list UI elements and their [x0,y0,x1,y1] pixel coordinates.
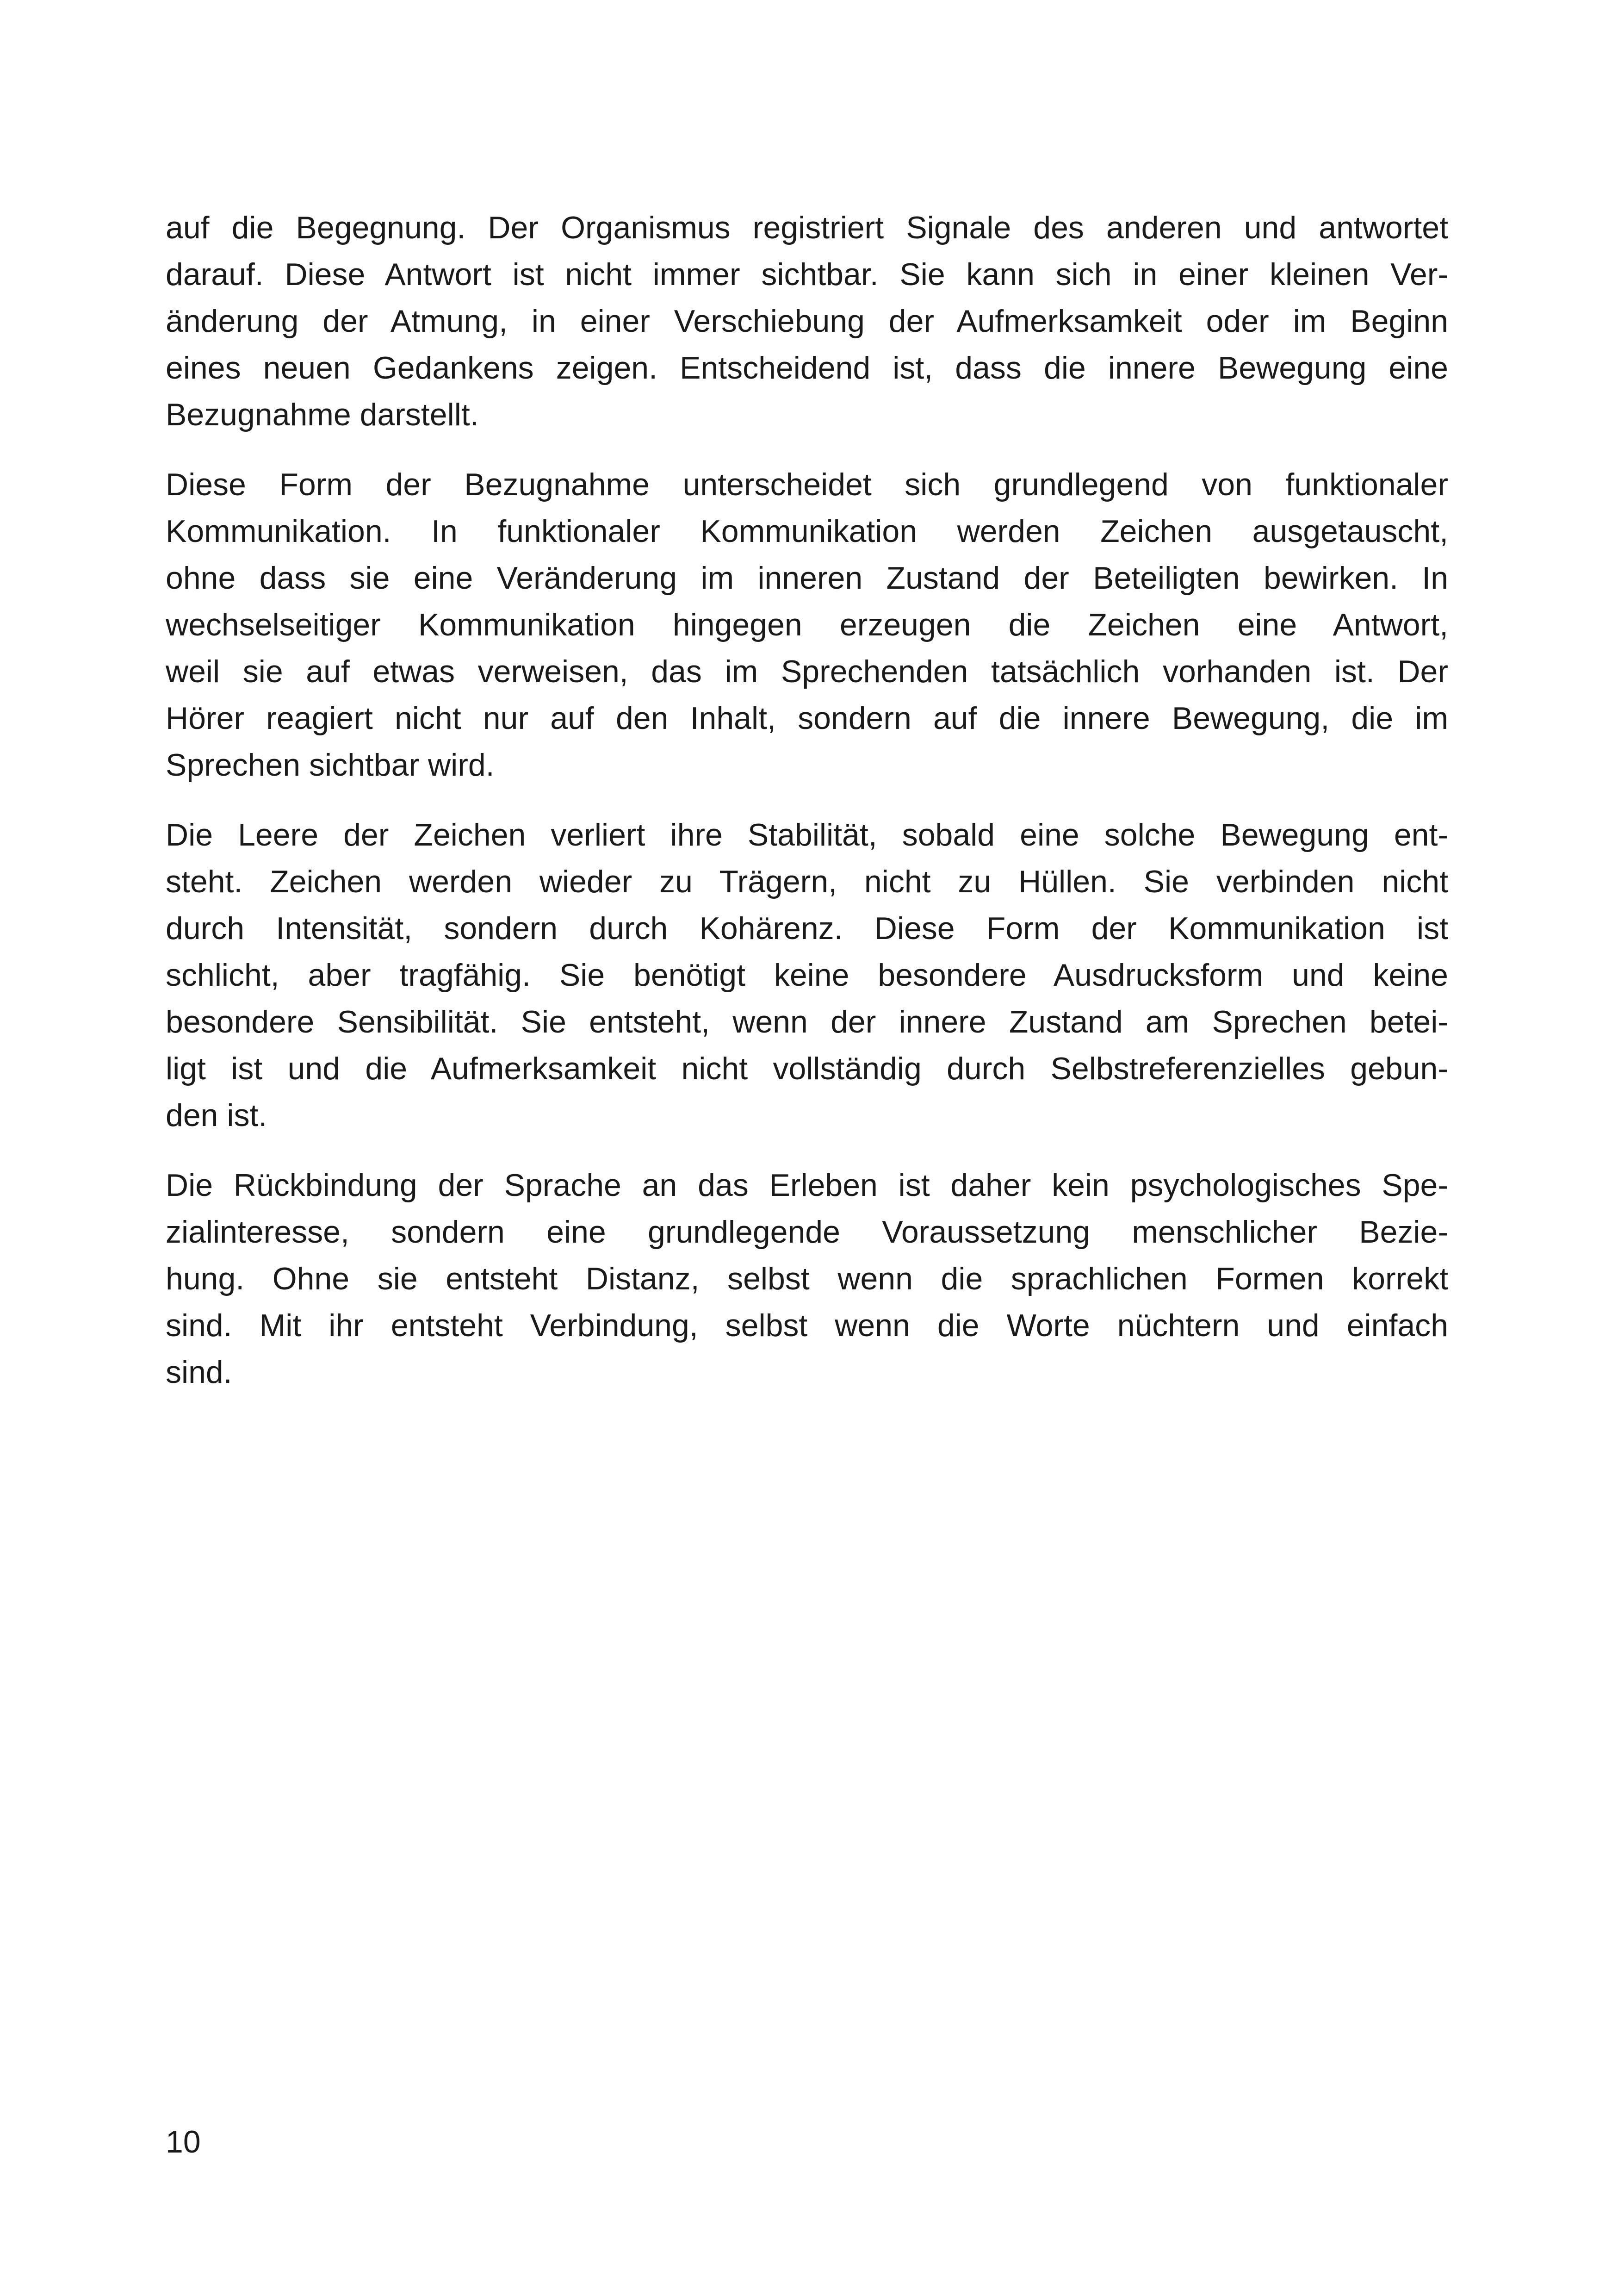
text-line: änderung der Atmung, in einer Verschiebung der Aufmerksamkeit oder im Beginn [166,304,1448,339]
text-line: eines neuen Gedankens zeigen. Entscheidend ist, dass die innere Bewegung eine [166,350,1448,386]
text-line: hung. Ohne sie entsteht Distanz, selbst wenn die sprachlichen Formen korrekt [166,1261,1448,1296]
text-line: ligt ist und die Aufmerksamkeit nicht vollständig durch Selbstreferenzielles gebun- [166,1051,1448,1086]
text-line: darauf. Diese Antwort ist nicht immer sichtbar. Sie kann sich in einer kleinen Ver- [166,257,1448,292]
body-text [166,205,1448,1419]
text-line: Bezugnahme darstellt. [166,397,479,432]
paragraph-3 [166,812,1448,1139]
text-line: Die Leere der Zeichen verliert ihre Stabilität, sobald eine solche Bewegung ent- [166,817,1448,852]
text-line: Die Rückbindung der Sprache an das Erleben ist daher kein psychologisches Spe- [166,1168,1448,1203]
paragraph-4 [166,1162,1448,1396]
text-line: den ist. [166,1098,267,1133]
page-number: 10 [166,2124,201,2159]
text-line: ohne dass sie eine Veränderung im inneren Zustand der Beteiligten bewirken. In [166,560,1448,596]
text-line: steht. Zeichen werden wieder zu Trägern, nicht zu Hüllen. Sie verbinden nicht [166,864,1448,899]
text-line: schlicht, aber tragfähig. Sie benötigt keine besondere Ausdrucksform und keine [166,958,1448,993]
text-line: auf die Begegnung. Der Organismus registriert Signale des anderen und antwortet [166,210,1448,245]
text-line: sind. [166,1355,232,1390]
text-line: Diese Form der Bezugnahme unterscheidet sich grundlegend von funktionaler [166,467,1448,502]
text-line: wechselseitiger Kommunikation hingegen erzeugen die Zeichen eine Antwort, [166,607,1448,642]
text-line: durch Intensität, sondern durch Kohärenz. Diese Form der Kommunikation ist [166,911,1448,946]
text-line: besondere Sensibilität. Sie entsteht, wenn der innere Zustand am Sprechen betei- [166,1004,1448,1039]
paragraph-2 [166,461,1448,789]
text-line: Sprechen sichtbar wird. [166,747,495,783]
text-line: weil sie auf etwas verweisen, das im Sprechenden tatsächlich vorhanden ist. Der [166,654,1448,689]
text-line: Kommunikation. In funktionaler Kommunikation werden Zeichen ausgetauscht, [166,514,1448,549]
paragraph-1 [166,205,1448,438]
text-line: Hörer reagiert nicht nur auf den Inhalt, sondern auf die innere Bewegung, die im [166,701,1448,736]
text-line: zialinteresse, sondern eine grundlegende Voraussetzung menschlicher Bezie- [166,1214,1448,1250]
text-line: sind. Mit ihr entsteht Verbindung, selbst wenn die Worte nüchtern und einfach [166,1308,1448,1343]
